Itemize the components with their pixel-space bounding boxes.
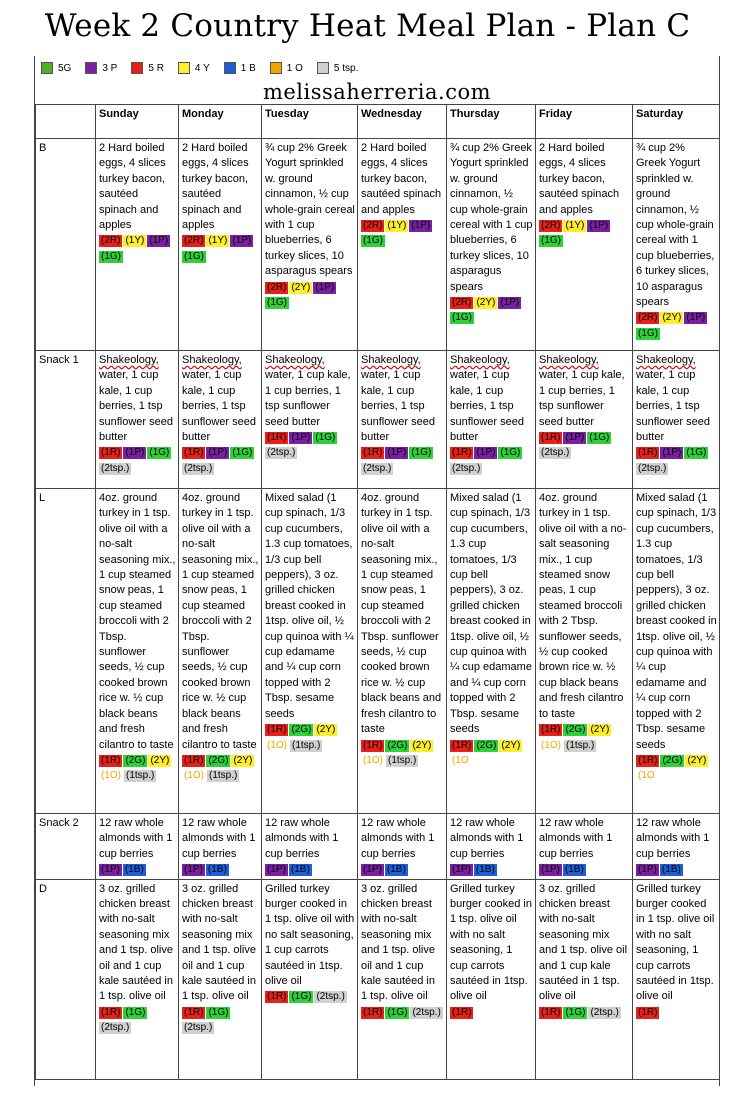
meal-description: 4oz. ground turkey in 1 tsp. olive oil with a no-salt seasoning mix., 1 cup steamed snow peas, 1 cup steamed broccoli with 2 Tbsp. sunflower seeds, ½ cup cooked brown rice w. ½ cup black beans and fresh cilantro to taste xyxy=(361,492,442,736)
container-tag: (1P) xyxy=(387,447,407,459)
container-tag: (1P) xyxy=(500,297,520,309)
container-tag: (1R) xyxy=(101,1006,121,1018)
meal-cell xyxy=(447,139,536,351)
container-tag: (2G) xyxy=(565,724,586,736)
meal-cell xyxy=(262,139,358,351)
container-tag: (1R) xyxy=(452,739,472,751)
container-tag: (2tsp.) xyxy=(184,462,213,474)
container-tags xyxy=(265,722,355,753)
container-tag: (2tsp.) xyxy=(267,447,296,459)
container-tags xyxy=(636,310,717,341)
legend-swatch xyxy=(270,62,282,74)
meal-cell xyxy=(536,489,633,814)
meal-description: 3 oz. grilled chicken breast with no-salt seasoning mix and 1 tsp. olive oil and 1 cup kale sautéed in 1 tsp. olive oil xyxy=(539,882,628,1003)
container-tags xyxy=(99,445,176,476)
container-tag: (1O) xyxy=(363,754,383,766)
container-tag: (1G) xyxy=(541,235,561,247)
container-tag: (2tsp.) xyxy=(184,1022,213,1034)
container-tag: (1P) xyxy=(149,235,169,247)
legend-label: 1 B xyxy=(240,62,256,74)
container-tags xyxy=(182,1005,259,1036)
legend-item xyxy=(270,62,303,74)
container-tag: (1B) xyxy=(290,864,310,876)
container-tag: (1G) xyxy=(638,327,658,339)
container-tags xyxy=(361,862,444,877)
meal-cell xyxy=(358,351,447,489)
container-tags xyxy=(99,233,176,264)
container-tag: (2Y) xyxy=(316,724,336,736)
meal-description: water, 1 cup kale, 1 cup berries, 1 tsp sunflower seed butter xyxy=(636,369,710,444)
legend-item xyxy=(85,62,117,74)
meal-description: 4oz. ground turkey in 1 tsp. olive oil with a no-salt seasoning mix., 1 cup steamed snow peas, 1 cup steamed broccoli with 2 Tbsp. sunflower seeds, ½ cup cooked brown rice w. ½ cup black beans and fresh cilantro to taste xyxy=(539,492,627,720)
meal-label: Snack 1 xyxy=(36,351,96,489)
meal-description: 4oz. ground turkey in 1 tsp. olive oil with a no-salt seasoning mix., 1 cup steamed snow peas, 1 cup steamed broccoli with 2 Tbsp. sunflower seeds, ½ cup cooked brown rice w. ½ cup black beans and fresh cilantro to taste xyxy=(99,492,176,751)
container-tag: (1G) xyxy=(411,447,432,459)
meal-cell xyxy=(262,879,358,1079)
meal-description: water, 1 cup kale, 1 cup berries, 1 tsp sunflower seed butter xyxy=(361,369,435,444)
legend-item xyxy=(178,62,210,74)
container-tag: (2R) xyxy=(363,220,383,232)
meal-lead: Shakeology, xyxy=(539,354,599,366)
meal-cell xyxy=(633,879,720,1079)
day-header: Thursday xyxy=(447,105,536,139)
container-tag: (1O) xyxy=(184,770,204,782)
meal-description: Mixed salad (1 cup spinach, 1/3 cup cucumbers, 1.3 cup tomatoes, 1/3 cup bell peppers), 3 oz. grilled chicken breast cooked in 1tsp. olive oil, ½ cup quinoa with ¼ cup edamame and ¼ cup corn topped with 2 Tbsp. sesame seeds xyxy=(450,492,532,736)
meal-label: Snack 2 xyxy=(36,814,96,880)
meal-lead: Shakeology, xyxy=(99,354,159,366)
container-tag: (2Y) xyxy=(233,754,253,766)
legend-label: 5G xyxy=(58,62,72,74)
container-tag: (1R) xyxy=(452,447,472,459)
day-header: Sunday xyxy=(96,105,179,139)
container-tags xyxy=(361,1005,444,1020)
meal-description: 2 Hard boiled eggs, 4 slices turkey bacon, sautéed spinach and apples xyxy=(99,142,166,232)
container-tag: (2Y) xyxy=(150,754,170,766)
container-tag: (1Y) xyxy=(125,235,145,247)
meal-description: Mixed salad (1 cup spinach, 1/3 cup cucumbers, 1.3 cup tomatoes, 1/3 cup bell peppers), 3 oz. grilled chicken breast cooked in 1tsp. olive oil, ½ cup quinoa with ¼ cup edamame and ¼ cup corn topped with 2 Tbsp. sesame seeds xyxy=(265,492,354,720)
container-tags xyxy=(265,862,355,877)
container-tag: (1tsp.) xyxy=(126,770,155,782)
container-tags xyxy=(361,738,444,769)
day-header: Saturday xyxy=(633,105,720,139)
meal-description: water, 1 cup kale, 1 cup berries, 1 tsp sunflower seed butter xyxy=(450,369,524,444)
container-tag: (1R) xyxy=(638,1006,658,1018)
meal-cell xyxy=(447,879,536,1079)
meal-plan-table xyxy=(35,104,720,1080)
meal-cell xyxy=(179,879,262,1079)
container-tag: (1B) xyxy=(386,864,406,876)
container-tags xyxy=(361,445,444,476)
container-tags xyxy=(450,1005,533,1020)
container-tags xyxy=(265,430,355,461)
meal-lead: Shakeology, xyxy=(265,354,325,366)
meal-cell xyxy=(96,351,179,489)
meal-lead: Shakeology, xyxy=(636,354,696,366)
container-tag: (2Y) xyxy=(291,281,311,293)
website-watermark: melissaherreria.com xyxy=(262,80,492,104)
container-tag: (1P) xyxy=(101,864,120,876)
container-tag: (2tsp.) xyxy=(101,462,130,474)
container-tags xyxy=(99,862,176,877)
meal-cell xyxy=(633,814,720,880)
meal-description: 12 raw whole almonds with 1 cup berries xyxy=(182,817,256,860)
container-tag: (1R) xyxy=(184,447,204,459)
meal-cell xyxy=(262,814,358,880)
legend-item xyxy=(131,62,164,74)
container-tag: (1P) xyxy=(291,432,311,444)
container-tags xyxy=(99,753,176,784)
meal-plan-sheet xyxy=(34,56,720,1086)
container-tag: (1Y) xyxy=(387,220,407,232)
container-tag: (1P) xyxy=(232,235,252,247)
meal-label: D xyxy=(36,879,96,1079)
container-tags xyxy=(265,280,355,311)
container-tag: (1P) xyxy=(541,864,560,876)
meal-cell xyxy=(262,489,358,814)
container-tag: (2R) xyxy=(184,235,204,247)
legend-label: 1 O xyxy=(286,62,303,74)
meal-description: 12 raw whole almonds with 1 cup berries xyxy=(539,817,613,860)
legend-swatch xyxy=(178,62,190,74)
container-tags xyxy=(450,295,533,326)
container-tag: (1P) xyxy=(686,312,706,324)
container-tag: (1O xyxy=(452,754,469,766)
container-tags xyxy=(450,738,533,769)
meal-cell xyxy=(358,489,447,814)
container-tag: (2tsp.) xyxy=(638,462,667,474)
header-corner xyxy=(36,105,96,139)
container-tag: (2R) xyxy=(452,297,472,309)
meal-description: 4oz. ground turkey in 1 tsp. olive oil with a no-salt seasoning mix., 1 cup steamed snow peas, 1 cup steamed broccoli with 2 Tbsp. sunflower seeds, ½ cup cooked brown rice w. ½ cup black beans and fresh cilantro to taste xyxy=(182,492,259,751)
container-tags xyxy=(539,430,630,461)
meal-cell xyxy=(536,879,633,1079)
meal-row xyxy=(36,489,720,814)
meal-description: ¾ cup 2% Greek Yogurt sprinkled w. ground cinnamon, ½ cup whole-grain cereal with 1 cup blueberries, 6 turkey slices, 10 asparagus spears xyxy=(636,142,715,309)
container-tag: (1P) xyxy=(208,447,228,459)
legend-swatch xyxy=(224,62,236,74)
container-tags xyxy=(636,753,717,784)
container-tag: (2Y) xyxy=(476,297,496,309)
container-tags xyxy=(636,445,717,476)
day-header: Monday xyxy=(179,105,262,139)
container-tag: (1R) xyxy=(363,739,383,751)
container-tag: (1P) xyxy=(476,447,496,459)
meal-description: water, 1 cup kale, 1 cup berries, 1 tsp sunflower seed butter xyxy=(99,369,173,444)
container-tag: (1Y) xyxy=(208,235,228,247)
meal-cell xyxy=(536,351,633,489)
container-tag: (2R) xyxy=(101,235,121,247)
meal-cell xyxy=(358,879,447,1079)
container-tags xyxy=(539,862,630,877)
container-tag: (1B) xyxy=(661,864,681,876)
meal-lead: Shakeology, xyxy=(361,354,421,366)
container-tag: (1G) xyxy=(452,312,472,324)
container-tag: (1B) xyxy=(475,864,495,876)
meal-cell xyxy=(447,351,536,489)
container-tag: (1R) xyxy=(541,432,561,444)
legend-swatch xyxy=(41,62,53,74)
meal-description: 2 Hard boiled eggs, 4 slices turkey bacon, sautéed spinach and apples xyxy=(182,142,249,232)
container-tag: (2tsp.) xyxy=(541,447,570,459)
container-tag: (2G) xyxy=(662,754,683,766)
container-tag: (1R) xyxy=(541,724,561,736)
legend-item xyxy=(41,62,71,74)
legend-label: 3 P xyxy=(102,62,118,74)
container-tags xyxy=(539,1005,630,1020)
legend-label: 5 R xyxy=(148,62,164,74)
meal-row xyxy=(36,351,720,489)
container-tag: (1tsp.) xyxy=(566,739,595,751)
meal-description: water, 1 cup kale, 1 cup berries, 1 tsp sunflower seed butter xyxy=(539,369,625,428)
container-tag: (1R) xyxy=(638,754,658,766)
container-tag: (1G) xyxy=(125,1006,146,1018)
container-tag: (1Y) xyxy=(565,220,585,232)
container-tag: (2G) xyxy=(291,724,312,736)
container-tags xyxy=(450,445,533,476)
container-tag: (2tsp.) xyxy=(316,991,345,1003)
meal-description: ¾ cup 2% Greek Yogurt sprinkled w. ground cinnamon, ½ cup whole-grain cereal with 1 cup blueberries, 6 turkey slices, 10 asparagus spears xyxy=(450,142,533,293)
color-legend xyxy=(41,60,372,76)
meal-cell xyxy=(96,814,179,880)
container-tag: (1R) xyxy=(267,991,287,1003)
meal-description: 12 raw whole almonds with 1 cup berries xyxy=(636,817,710,860)
container-tag: (1P) xyxy=(125,447,145,459)
container-tag: (2tsp.) xyxy=(452,462,481,474)
container-tag: (1P) xyxy=(315,281,335,293)
container-tag: (2tsp.) xyxy=(363,462,392,474)
container-tag: (1G) xyxy=(149,447,170,459)
legend-label: 5 tsp. xyxy=(333,62,359,74)
meal-lead: Shakeology, xyxy=(182,354,242,366)
container-tags xyxy=(265,989,355,1004)
container-tag: (1G) xyxy=(565,1006,586,1018)
meal-cell xyxy=(536,139,633,351)
legend-swatch xyxy=(317,62,329,74)
container-tag: (1G) xyxy=(686,447,707,459)
container-tags xyxy=(636,862,717,877)
container-tags xyxy=(182,753,259,784)
meal-description: 3 oz. grilled chicken breast with no-salt seasoning mix and 1 tsp. olive oil and 1 cup kale sautéed in 1 tsp. olive oil xyxy=(361,882,435,1003)
container-tag: (1R) xyxy=(541,1006,561,1018)
meal-row xyxy=(36,139,720,351)
container-tag: (1R) xyxy=(101,447,121,459)
meal-cell xyxy=(447,814,536,880)
container-tag: (1R) xyxy=(363,1006,383,1018)
container-tag: (1R) xyxy=(101,754,121,766)
container-tag: (1R) xyxy=(452,1006,472,1018)
container-tag: (2Y) xyxy=(662,312,682,324)
container-tag: (1O) xyxy=(101,770,121,782)
container-tag: (1R) xyxy=(267,724,287,736)
meal-description: water, 1 cup kale, 1 cup berries, 1 tsp sunflower seed butter xyxy=(182,369,256,444)
meal-cell xyxy=(262,351,358,489)
container-tag: (1G) xyxy=(101,250,121,262)
container-tag: (1G) xyxy=(363,235,383,247)
container-tag: (1R) xyxy=(638,447,658,459)
container-tag: (1tsp.) xyxy=(292,739,321,751)
container-tag: (2G) xyxy=(476,739,497,751)
meal-description: ¾ cup 2% Greek Yogurt sprinkled w. ground cinnamon, ½ cup whole-grain cereal with 1 cup blueberries, 6 turkey slices, 10 asparagus spears xyxy=(265,142,355,278)
meal-lead: Shakeology, xyxy=(450,354,510,366)
meal-row xyxy=(36,814,720,880)
meal-description: 2 Hard boiled eggs, 4 slices turkey bacon, sautéed spinach and apples xyxy=(539,142,620,216)
container-tag: (1R) xyxy=(184,754,204,766)
container-tag: (1B) xyxy=(564,864,584,876)
container-tag: (1P) xyxy=(638,864,657,876)
container-tag: (2Y) xyxy=(412,739,432,751)
container-tag: (1P) xyxy=(662,447,682,459)
day-header-row xyxy=(36,105,720,139)
meal-label: L xyxy=(36,489,96,814)
meal-cell xyxy=(633,139,720,351)
legend-label: 4 Y xyxy=(194,62,210,74)
meal-cell xyxy=(96,139,179,351)
container-tags xyxy=(539,218,630,249)
container-tag: (1P) xyxy=(184,864,203,876)
container-tag: (1P) xyxy=(363,864,382,876)
meal-cell xyxy=(358,814,447,880)
container-tags xyxy=(539,722,630,753)
meal-cell xyxy=(96,879,179,1079)
container-tag: (1G) xyxy=(387,1006,408,1018)
meal-cell xyxy=(96,489,179,814)
meal-description: Mixed salad (1 cup spinach, 1/3 cup cucumbers, 1.3 cup tomatoes, 1/3 cup bell peppers), 3 oz. grilled chicken breast cooked in 1tsp. olive oil, ½ cup quinoa with ¼ cup edamame and ¼ cup corn topped with 2 Tbsp. sesame seeds xyxy=(636,492,717,751)
container-tags xyxy=(99,1005,176,1036)
container-tag: (1P) xyxy=(589,220,609,232)
legend-item xyxy=(224,62,256,74)
container-tag: (2tsp.) xyxy=(101,1022,130,1034)
container-tag: (2Y) xyxy=(590,724,610,736)
container-tag: (2R) xyxy=(267,281,287,293)
meal-description: Grilled turkey burger cooked in 1 tsp. olive oil with no salt seasoning, 1 cup carrots sautéed in 1tsp. olive oil xyxy=(265,882,355,988)
meal-description: 12 raw whole almonds with 1 cup berries xyxy=(99,817,173,860)
meal-description: 12 raw whole almonds with 1 cup berries xyxy=(265,817,339,860)
meal-cell xyxy=(179,139,262,351)
container-tag: (1G) xyxy=(291,991,312,1003)
container-tag: (1P) xyxy=(565,432,585,444)
container-tag: (1O) xyxy=(541,739,561,751)
meal-cell xyxy=(536,814,633,880)
container-tags xyxy=(182,862,259,877)
container-tag: (1P) xyxy=(411,220,431,232)
container-tag: (1P) xyxy=(452,864,471,876)
meal-row xyxy=(36,879,720,1079)
container-tag: (2R) xyxy=(541,220,561,232)
container-tags xyxy=(182,445,259,476)
container-tag: (1R) xyxy=(267,432,287,444)
container-tag: (1tsp.) xyxy=(209,770,238,782)
container-tag: (2G) xyxy=(208,754,229,766)
meal-cell xyxy=(179,489,262,814)
container-tag: (1G) xyxy=(500,447,521,459)
meal-cell xyxy=(358,139,447,351)
day-header: Friday xyxy=(536,105,633,139)
container-tag: (1G) xyxy=(267,297,287,309)
day-header: Wednesday xyxy=(358,105,447,139)
container-tag: (1G) xyxy=(208,1006,229,1018)
container-tag: (2Y) xyxy=(501,739,521,751)
meal-description: Grilled turkey burger cooked in 1 tsp. olive oil with no salt seasoning, 1 cup carrots sautéed in 1tsp. olive oil xyxy=(636,882,715,1003)
container-tag: (2Y) xyxy=(687,754,707,766)
meal-cell xyxy=(633,351,720,489)
container-tag: (1G) xyxy=(589,432,610,444)
meal-cell xyxy=(179,814,262,880)
meal-cell xyxy=(447,489,536,814)
page-title: Week 2 Country Heat Meal Plan - Plan C xyxy=(44,8,691,44)
legend-swatch xyxy=(131,62,143,74)
container-tag: (1R) xyxy=(363,447,383,459)
meal-description: Grilled turkey burger cooked in 1 tsp. olive oil with no salt seasoning, 1 cup carrots sautéed in 1tsp. olive oil xyxy=(450,882,532,1003)
meal-label: B xyxy=(36,139,96,351)
container-tag: (1G) xyxy=(315,432,336,444)
meal-description: 12 raw whole almonds with 1 cup berries xyxy=(361,817,435,860)
container-tag: (1G) xyxy=(232,447,253,459)
meal-description: water, 1 cup kale, 1 cup berries, 1 tsp sunflower seed butter xyxy=(265,369,351,428)
container-tag: (1G) xyxy=(184,250,204,262)
meal-cell xyxy=(633,489,720,814)
container-tag: (1P) xyxy=(267,864,286,876)
container-tags xyxy=(636,1005,717,1020)
container-tag: (2tsp.) xyxy=(590,1006,619,1018)
meal-description: 2 Hard boiled eggs, 4 slices turkey bacon, sautéed spinach and apples xyxy=(361,142,442,216)
container-tag: (2R) xyxy=(638,312,658,324)
meal-description: 3 oz. grilled chicken breast with no-salt seasoning mix and 1 tsp. olive oil and 1 cup kale sautéed in 1 tsp. olive oil xyxy=(99,882,173,1003)
meal-cell xyxy=(179,351,262,489)
legend-swatch xyxy=(85,62,97,74)
container-tag: (2G) xyxy=(125,754,146,766)
container-tag: (1B) xyxy=(207,864,227,876)
meal-description: 12 raw whole almonds with 1 cup berries xyxy=(450,817,524,860)
container-tag: (1O xyxy=(638,770,655,782)
container-tags xyxy=(450,862,533,877)
container-tags xyxy=(361,218,444,249)
day-header: Tuesday xyxy=(262,105,358,139)
container-tag: (1O) xyxy=(267,739,287,751)
container-tag: (2tsp.) xyxy=(412,1006,441,1018)
meal-description: 3 oz. grilled chicken breast with no-salt seasoning mix and 1 tsp. olive oil and 1 cup kale sautéed in 1 tsp. olive oil xyxy=(182,882,256,1003)
container-tag: (1B) xyxy=(124,864,144,876)
container-tag: (1R) xyxy=(184,1006,204,1018)
container-tag: (1tsp.) xyxy=(388,754,417,766)
container-tag: (2G) xyxy=(387,739,408,751)
legend-item xyxy=(317,62,358,74)
container-tags xyxy=(182,233,259,264)
